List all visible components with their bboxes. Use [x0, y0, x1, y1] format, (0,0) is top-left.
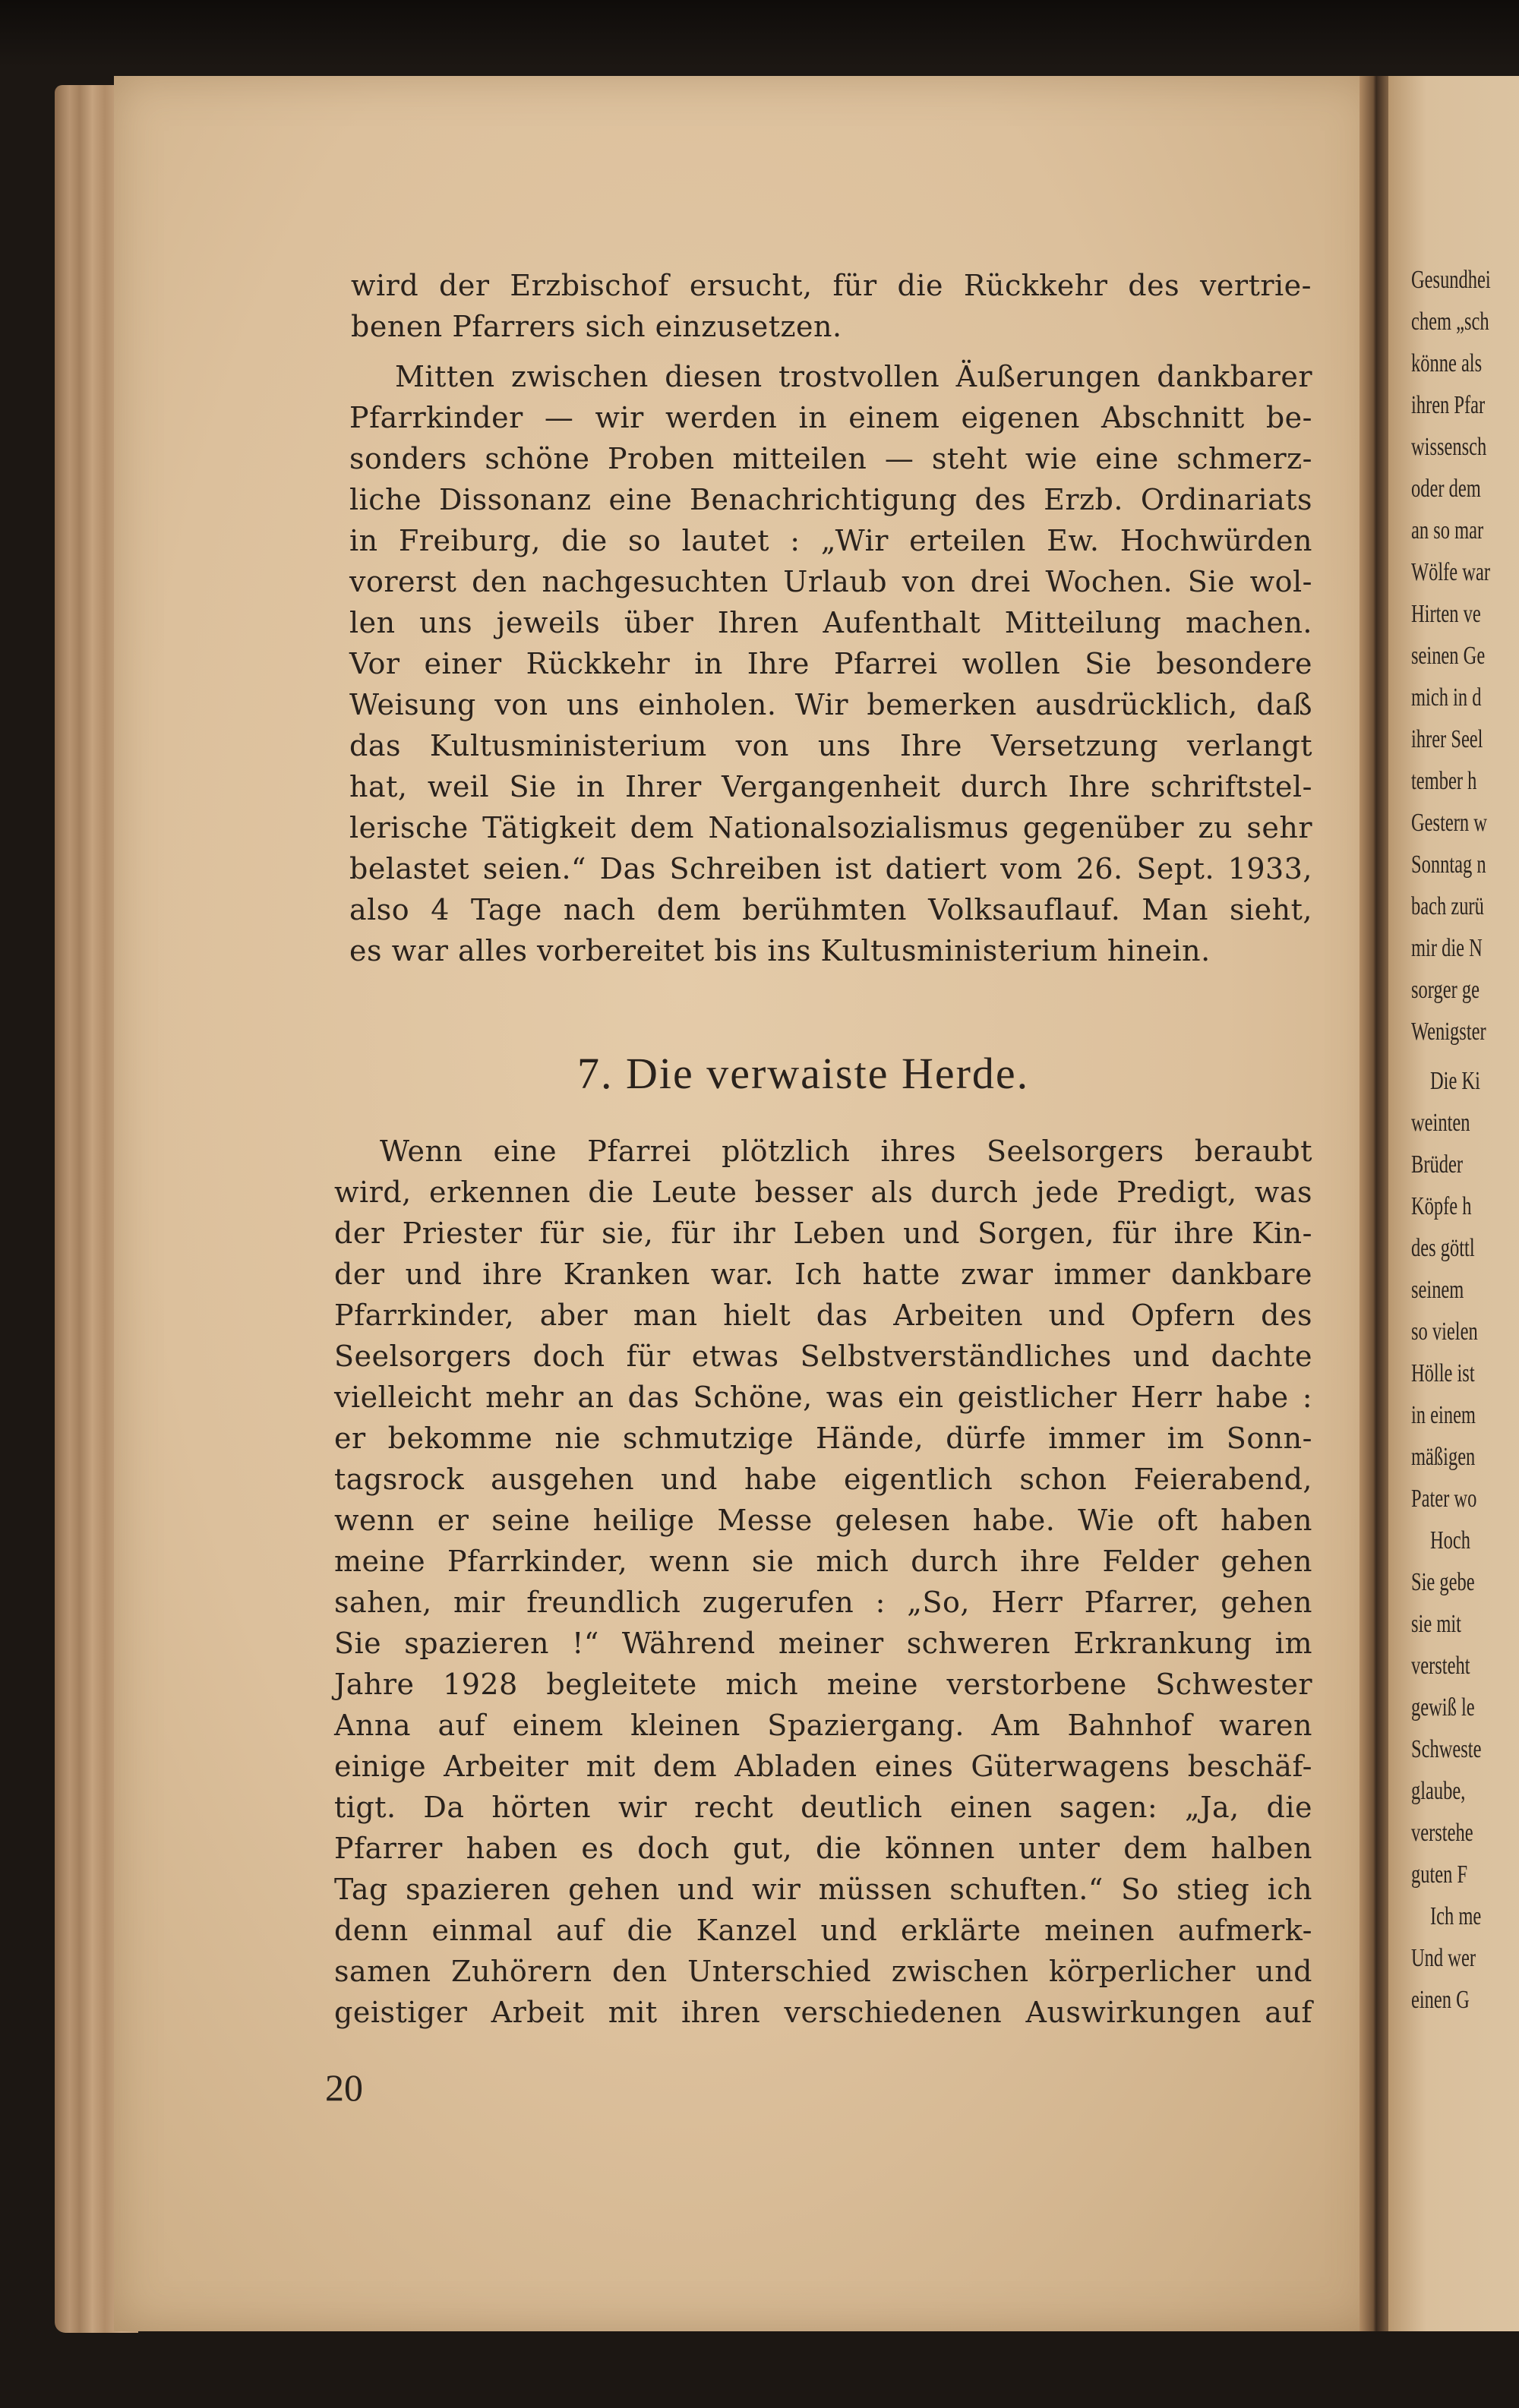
text-line: Sie spazieren !“ Während meiner schweren Erkrankung im [334, 1627, 1312, 1660]
text-line: Anna auf einem kleinen Spaziergang. Am Bahnhof waren [334, 1709, 1312, 1742]
right-page-line: Gesundhei [1411, 266, 1491, 294]
text-line: liche Dissonanz eine Benachrichtigung des Erzb. Ordinariats [349, 483, 1312, 516]
right-page-line: so vielen [1411, 1318, 1478, 1346]
right-page-line: Die Ki [1430, 1067, 1480, 1095]
text-line: hat, weil Sie in Ihrer Vergangenheit durch Ihre schriftstel- [349, 770, 1312, 803]
right-page-line: guten F [1411, 1860, 1468, 1889]
right-page-line: chem „sch [1411, 308, 1489, 336]
text-line: benen Pfarrers sich einzusetzen. [351, 310, 842, 343]
right-page-line: mich in d [1411, 683, 1482, 712]
text-line: vorerst den nachgesuchten Urlaub von drei Wochen. Sie wol- [349, 565, 1312, 598]
text-line: tigt. Da hörten wir recht deutlich einen sagen: „Ja, die [334, 1791, 1312, 1824]
right-page-line: glaube, [1411, 1777, 1466, 1805]
right-page-line: einen G [1411, 1986, 1470, 2014]
right-page-line: mäßigen [1411, 1443, 1476, 1471]
right-page-line: des göttl [1411, 1234, 1475, 1262]
text-line: Pfarrkinder — wir werden in einem eigenen Abschnitt be- [349, 401, 1312, 434]
right-page-line: in einem [1411, 1401, 1476, 1429]
background-shadow [0, 0, 1519, 84]
right-page-line: gewiß le [1411, 1693, 1475, 1722]
page-number: 20 [325, 2066, 363, 2109]
right-page-line: ihrer Seel [1411, 725, 1483, 753]
text-line: Jahre 1928 begleitete mich meine verstorbene Schwester [334, 1668, 1312, 1701]
text-line: wird der Erzbischof ersucht, für die Rückkehr des vertrie- [351, 269, 1312, 302]
right-page-line: Köpfe h [1411, 1192, 1472, 1220]
text-line: lerische Tätigkeit dem Nationalsozialismus gegenüber zu sehr [349, 811, 1312, 844]
text-line: sahen, mir freundlich zugerufen : „So, Herr Pfarrer, gehen [334, 1586, 1312, 1619]
text-line: Mitten zwischen diesen trostvollen Äußerungen dankbarer [395, 360, 1312, 393]
right-page-line: Gestern w [1411, 809, 1487, 837]
section-heading: 7. Die verwaiste Herde. [577, 1049, 1030, 1098]
text-line: meine Pfarrkinder, wenn sie mich durch ihre Felder gehen [334, 1545, 1312, 1578]
right-page-line: Hölle ist [1411, 1359, 1475, 1387]
right-page-line: Sonntag n [1411, 851, 1486, 879]
text-line: Tag spazieren gehen und wir müssen schuften.“ So stieg ich [334, 1873, 1312, 1906]
text-line: Wenn eine Pfarrei plötzlich ihres Seelsorgers beraubt [380, 1135, 1312, 1168]
right-page-line: Ich me [1430, 1902, 1482, 1930]
right-page-line: seinen Ge [1411, 642, 1486, 670]
right-page-line: Sie gebe [1411, 1568, 1475, 1596]
text-line: wenn er seine heilige Messe gelesen habe. Wie oft haben [334, 1504, 1312, 1537]
right-page-line: Wölfe war [1411, 558, 1490, 586]
right-page [1388, 76, 1519, 2331]
right-page-line: versteht [1411, 1652, 1470, 1680]
right-page-line: sie mit [1411, 1610, 1461, 1638]
right-page-line: sorger ge [1411, 976, 1480, 1004]
text-line: in Freiburg, die so lautet : „Wir erteilen Ew. Hochwürden [349, 524, 1312, 557]
text-line: der und ihre Kranken war. Ich hatte zwar immer dankbare [334, 1258, 1312, 1291]
right-page-line: bach zurü [1411, 892, 1484, 920]
text-line: Weisung von uns einholen. Wir bemerken ausdrücklich, daß [349, 688, 1312, 721]
right-page-line: Hirten ve [1411, 600, 1481, 628]
book-gutter [1360, 76, 1390, 2331]
text-line: vielleicht mehr an das Schöne, was ein geistlicher Herr habe : [334, 1381, 1312, 1414]
right-page-line: wissensch [1411, 433, 1487, 461]
text-line: Seelsorgers doch für etwas Selbstverständliches und dachte [334, 1340, 1312, 1373]
right-page-line: Hoch [1430, 1526, 1471, 1554]
text-line: belastet seien.“ Das Schreiben ist datiert vom 26. Sept. 1933, [349, 852, 1312, 885]
right-page-line: tember h [1411, 767, 1477, 795]
text-line: das Kultusministerium von uns Ihre Versetzung verlangt [349, 729, 1312, 762]
text-line: geistiger Arbeit mit ihren verschiedenen Auswirkungen auf [334, 1996, 1312, 2029]
right-page-line: Brüder [1411, 1150, 1463, 1179]
text-line: sonders schöne Proben mitteilen — steht wie eine schmerz- [349, 442, 1312, 475]
text-line: also 4 Tage nach dem berühmten Volksauflauf. Man sieht, [349, 893, 1312, 926]
text-line: der Priester für sie, für ihr Leben und Sorgen, für ihre Kin- [334, 1217, 1312, 1250]
right-page-line: weinten [1411, 1109, 1470, 1137]
text-line: Pfarrer haben es doch gut, die können unter dem halben [334, 1832, 1312, 1865]
text-line: tagsrock ausgehen und habe eigentlich schon Feierabend, [334, 1463, 1312, 1496]
text-line: denn einmal auf die Kanzel und erklärte meinen aufmerk- [334, 1914, 1312, 1947]
right-page-line: ihren Pfar [1411, 391, 1486, 419]
right-page-line: verstehe [1411, 1819, 1473, 1847]
text-line: Vor einer Rückkehr in Ihre Pfarrei wollen Sie besondere [349, 647, 1312, 680]
right-page-line: könne als [1411, 349, 1483, 377]
right-page-line: oder dem [1411, 475, 1481, 503]
right-page-line: an so mar [1411, 516, 1484, 544]
text-line: len uns jeweils über Ihren Aufenthalt Mitteilung machen. [349, 606, 1312, 639]
right-page-line: Und wer [1411, 1944, 1476, 1972]
right-page-line: mir die N [1411, 934, 1483, 962]
text-line: wird, erkennen die Leute besser als durch jede Predigt, was [334, 1176, 1312, 1209]
text-line: er bekomme nie schmutzige Hände, dürfe immer im Sonn- [334, 1422, 1312, 1455]
text-line: samen Zuhörern den Unterschied zwischen körperlicher und [334, 1955, 1312, 1988]
right-page-line: Wenigster [1411, 1018, 1486, 1046]
text-line: Pfarrkinder, aber man hielt das Arbeiten und Opfern des [334, 1299, 1312, 1332]
text-line: einige Arbeiter mit dem Abladen eines Güterwagens beschäf- [334, 1750, 1312, 1783]
right-page-line: Pater wo [1411, 1485, 1477, 1513]
right-page-line: seinem [1411, 1276, 1464, 1304]
right-page-line: Schweste [1411, 1735, 1482, 1763]
text-line: es war alles vorbereitet bis ins Kultusministerium hinein. [349, 934, 1211, 967]
